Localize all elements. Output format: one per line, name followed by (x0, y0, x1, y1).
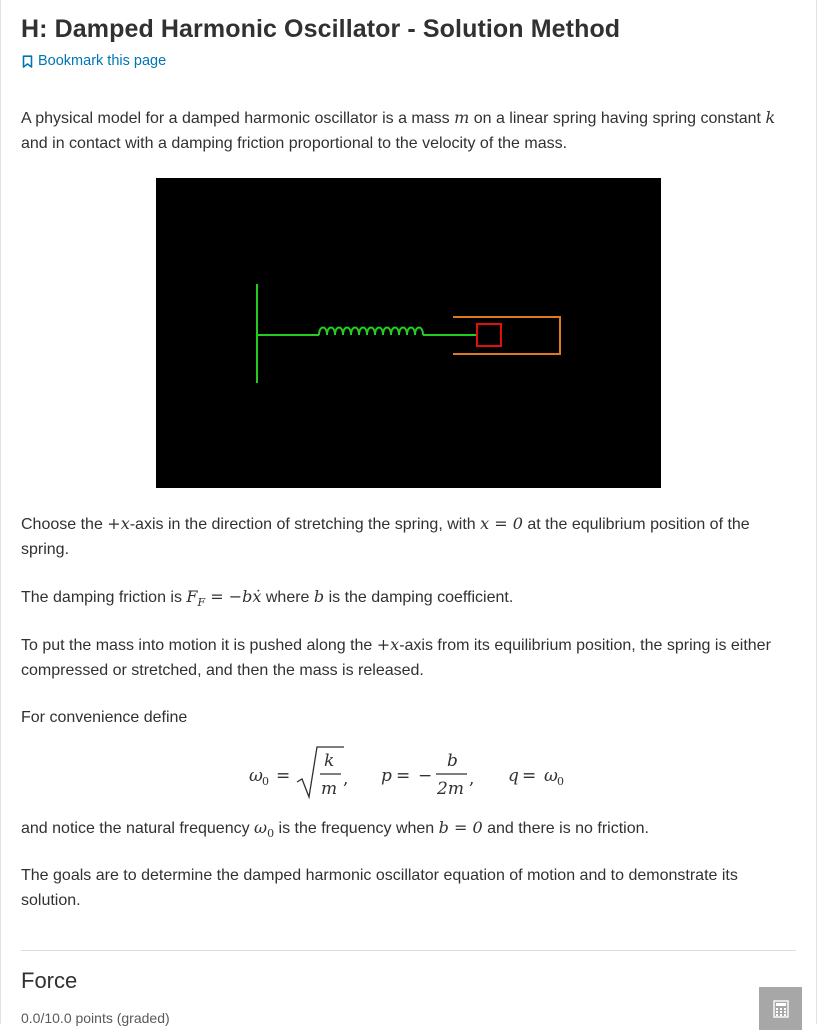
p-symbol: p (381, 766, 392, 786)
problem-title: Force (21, 968, 78, 993)
mass-block (477, 324, 501, 346)
omega-subscript: 0 (262, 775, 269, 788)
equals-1: = (276, 766, 291, 786)
goals-paragraph: The goals are to determine the damped harmonic oscillator equation of motion and to demonstrate its solution. (21, 867, 738, 909)
omega-symbol-2: ω (544, 766, 558, 786)
equals-3: = (522, 766, 537, 786)
calculator-icon (772, 1000, 790, 1018)
section-divider (21, 950, 796, 951)
frac-m: m (321, 779, 338, 799)
natural-frequency-paragraph: and notice the natural frequency $\omega_0$ is the frequency when b = 0 and there is no friction. (21, 818, 649, 841)
equals-2: = (396, 766, 411, 786)
bookmark-button[interactable] (21, 53, 166, 69)
damping-paragraph: The damping friction is $F_F$ = −bẋ where b is the damping coefficient. (21, 587, 514, 610)
problem-points: 0.0/10.0 points (graded) (21, 1010, 170, 1026)
frac-k: k (324, 751, 335, 771)
minus-sign: − (418, 766, 433, 786)
bookmark-label: Bookmark this page (38, 53, 167, 69)
frac-b: b (447, 751, 458, 771)
frac-2m: 2m (437, 779, 464, 799)
comma-2: , (469, 769, 475, 789)
definitions-formula (0, 742, 817, 802)
oscillator-animation (156, 178, 661, 488)
omega-subscript-2: 0 (557, 775, 564, 788)
axis-paragraph: Choose the +x-axis in the direction of stretching the spring, with x = 0 at the equlibrium position of the spring. (21, 514, 750, 558)
bookmark-icon (21, 55, 34, 68)
motion-paragraph: To put the mass into motion it is pushed along the +x-axis from its equilibrium position, the spring is either compressed or stretched, and then the mass is released. (21, 635, 771, 679)
convenience-text: For convenience define (21, 709, 188, 726)
oscillator-figure (156, 178, 661, 488)
page-title: H: Damped Harmonic Oscillator - Solution Method (21, 15, 621, 43)
spring-coil (319, 328, 423, 336)
q-symbol: q (508, 766, 519, 786)
intro-paragraph: A physical model for a damped harmonic oscillator is a mass m on a linear spring having spring constant k and in contact with a damping friction proportional to the velocity of the mass. (21, 108, 776, 152)
comma-1: , (343, 769, 349, 789)
omega-symbol: ω (249, 766, 263, 786)
